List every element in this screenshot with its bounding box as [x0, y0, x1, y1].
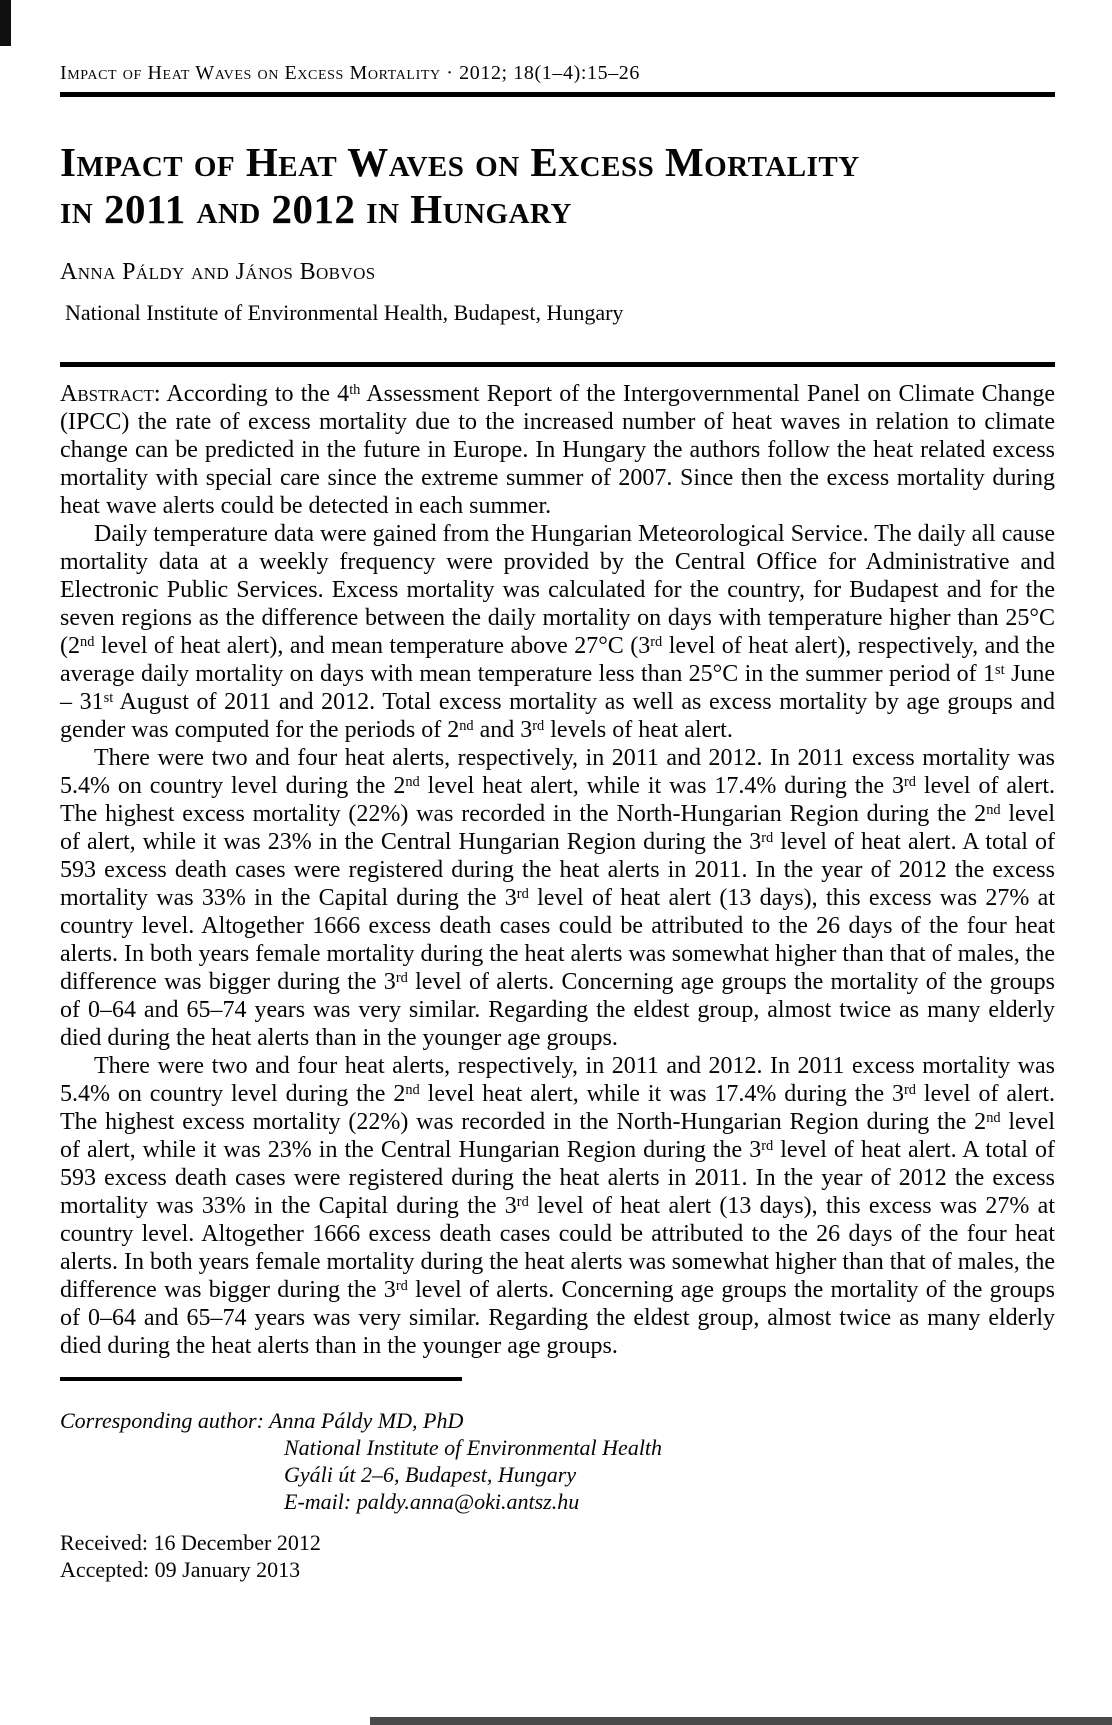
corresponding-author-block: [60, 1407, 1055, 1515]
abstract-paragraph-2: Daily temperature data were gained from the Hungarian Meteorological Service. The daily all cause mortality data at a weekly frequency were provided by the Central Office for Administrative and Electronic Public Services. Excess mortality was calculated for the country, for Budapest and for the seven regions as the difference between the daily mortality on days with temperature higher than 25°C (2nd level of heat alert), and mean temperature above 27°C (3rd level of heat alert), respectively, and the average daily mortality on days with mean temperature less than 25°C in the summer period of 1st June – 31st August of 2011 and 2012. Total excess mortality as well as excess mortality by age groups and gender was computed for the periods of 2nd and 3rd levels of heat alert.: [60, 521, 1056, 743]
article-title: [60, 139, 1055, 233]
article-title-line1: Impact of Heat Waves on Excess Mortality: [60, 139, 860, 185]
corresponding-author-line: [60, 1407, 1055, 1434]
corresponding-author-name: Anna Páldy MD, PhD: [269, 1408, 464, 1433]
abstract-top-rule: [60, 362, 1055, 367]
abstract-paragraph-1-text: According to the 4th Assessment Report of the Intergovernmental Panel on Climate Change (IPCC) the rate of excess mortality due to the increased number of heat waves in relation to climate change can be predicted in the future in Europe. In Hungary the authors follow the heat related excess mortality with special care since the extreme summer of 2007. Since then the excess mortality during heat wave alerts could be detected in each summer.: [60, 381, 1055, 519]
abstract-paragraph-4: There were two and four heat alerts, respectively, in 2011 and 2012. In 2011 excess mortality was 5.4% on country level during the 2nd level heat alert, while it was 17.4% during the 3rd level of alert. The highest excess mortality (22%) was recorded in the North-Hungarian Region during the 2nd level of alert, while it was 23% in the Central Hungarian Region during the 3rd level of heat alert. A total of 593 excess death cases were registered during the heat alerts in 2011. In the year of 2012 the excess mortality was 33% in the Capital during the 3rd level of heat alert (13 days), this excess was 27% at country level. Altogether 1666 excess death cases could be attributed to the 26 days of the four heat alerts. In both years female mortality during the heat alerts was somewhat higher than that of males, the difference was bigger during the 3rd level of alerts. Concerning age groups the mortality of the groups of 0–64 and 65–74 years was very similar. Regarding the eldest group, almost twice as many elderly died during the heat alerts than in the younger age groups.: [60, 1053, 1056, 1359]
accepted-date: Accepted: 09 January 2013: [60, 1557, 301, 1582]
abstract-section: [60, 380, 1055, 1360]
corresponding-author-email: E-mail: paldy.anna@oki.antsz.hu: [284, 1489, 580, 1514]
received-date: Received: 16 December 2012: [60, 1530, 321, 1555]
footnote-separator-rule: [60, 1377, 462, 1381]
abstract-label: Abstract:: [60, 381, 161, 407]
corresponding-author-address: Gyáli út 2–6, Budapest, Hungary: [284, 1462, 577, 1487]
authors-line: Anna Páldy and János Bobvos: [60, 259, 376, 285]
corresponding-author-affiliation: National Institute of Environmental Health: [284, 1435, 663, 1460]
article-title-line2: in 2011 and 2012 in Hungary: [60, 186, 572, 232]
corresponding-author-label: Corresponding author:: [60, 1408, 264, 1433]
running-head: Impact of Heat Waves on Excess Mortality · 2012; 18(1–4):15–26: [60, 62, 640, 84]
scan-artifact-top-left: [0, 0, 11, 46]
scan-artifact-bottom-edge: [370, 1717, 1112, 1725]
header-rule: [60, 92, 1055, 97]
abstract-paragraph-1: [60, 380, 1055, 520]
abstract-paragraph-3: There were two and four heat alerts, respectively, in 2011 and 2012. In 2011 excess mortality was 5.4% on country level during the 2nd level heat alert, while it was 17.4% during the 3rd level of alert. The highest excess mortality (22%) was recorded in the North-Hungarian Region during the 2nd level of alert, while it was 23% in the Central Hungarian Region during the 3rd level of heat alert. A total of 593 excess death cases were registered during the heat alerts in 2011. In the year of 2012 the excess mortality was 33% in the Capital during the 3rd level of heat alert (13 days), this excess was 27% at country level. Altogether 1666 excess death cases could be attributed to the 26 days of the four heat alerts. In both years female mortality during the heat alerts was somewhat higher than that of males, the difference was bigger during the 3rd level of alerts. Concerning age groups the mortality of the groups of 0–64 and 65–74 years was very similar. Regarding the eldest group, almost twice as many elderly died during the heat alerts than in the younger age groups.: [60, 745, 1056, 1051]
dates-block: [60, 1529, 1055, 1583]
affiliation-line: National Institute of Environmental Health, Budapest, Hungary: [65, 300, 624, 325]
